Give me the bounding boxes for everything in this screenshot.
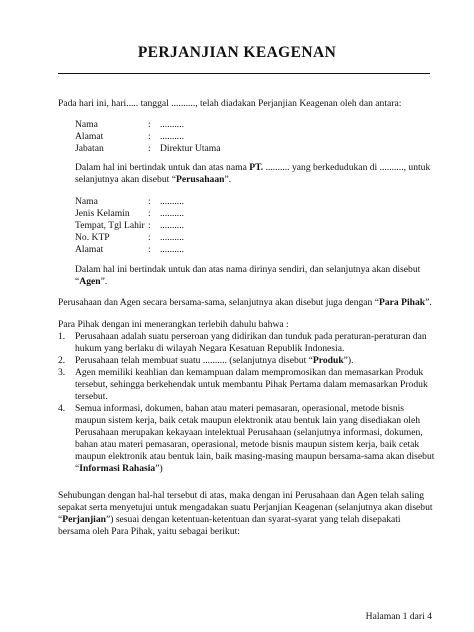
field-label: Alamat	[75, 244, 104, 255]
field-separator: :	[148, 119, 151, 130]
field-separator: :	[148, 208, 151, 219]
field-separator: :	[148, 244, 151, 255]
party1-paragraph-line1: Dalam hal ini bertindak untuk dan atas nama PT. .......... yang berkedudukan di .........., untuk	[75, 162, 431, 173]
field-separator: :	[148, 232, 151, 243]
recital-line: bahan atau materi pemasaran, operasional, metode bisnis maupun sistem kerja, baik cetak	[75, 439, 420, 450]
recital-line: Agen memiliki keahlian dan kemampuan dalam mempromosikan dan memasarkan Produk	[75, 367, 424, 378]
field-label: Nama	[75, 196, 98, 207]
field-label: Jenis Kelamin	[75, 208, 130, 219]
field-value: ..........	[160, 131, 184, 142]
recital-intro: Para Pihak dengan ini menerangkan terlebih dahulu bahwa :	[58, 319, 289, 330]
document-title: PERJANJIAN KEAGENAN	[137, 44, 337, 61]
recital-line: “Informasi Rahasia”)	[75, 463, 163, 474]
field-value: ..........	[160, 232, 184, 243]
party2-paragraph-line2: “Agen”.	[75, 276, 108, 287]
field-separator: :	[148, 143, 151, 154]
field-separator: :	[148, 196, 151, 207]
recital-line: Perusahaan telah membuat suatu .......... (selanjutnya disebut “Produk”).	[75, 355, 354, 366]
field-value: ..........	[160, 220, 184, 231]
recital-number: 2.	[58, 355, 66, 366]
recital-line: hukum yang berlaku di wilayah Negara Kesatuan Republik Indonesia.	[75, 343, 345, 354]
closing-line: “Perjanjian”) sesuai dengan ketentuan-ketentuan dan syarat-syarat yang telah disepakati	[58, 514, 401, 525]
field-value: ..........	[160, 244, 184, 255]
field-separator: :	[148, 220, 151, 231]
field-value: ..........	[160, 208, 184, 219]
recital-number: 4.	[58, 403, 66, 414]
field-label: Nama	[75, 119, 98, 130]
field-label: No. KTP	[75, 232, 110, 243]
field-value: ..........	[160, 119, 184, 130]
closing-line: bersama oleh Para Pihak, yaitu sebagai berikut:	[58, 526, 240, 537]
recital-line: Perusahaan adalah suatu perseroan yang didirikan dan tunduk pada peraturan-peraturan dan	[75, 331, 427, 342]
recital-line: Perusahaan merupakan kekayaan intelektual Perusahaan (selanjutnya informasi, dokumen,	[75, 427, 423, 438]
field-label: Jabatan	[75, 143, 104, 154]
party1-paragraph-line2: selanjutnya akan disebut “Perusahaan”.	[75, 174, 232, 185]
title-divider	[58, 73, 430, 74]
closing-line: Sehubungan dengan hal-hal tersebut di atas, maka dengan ini Perusahaan dan Agen telah saling	[58, 490, 425, 501]
field-label: Tempat, Tgl Lahir	[75, 220, 145, 231]
recital-line: tersebut, sehingga berkehendak untuk membantu Pihak Pertama dalam memasarkan Produk	[75, 379, 428, 390]
field-value: ..........	[160, 196, 184, 207]
recital-number: 1.	[58, 331, 66, 342]
recital-line: maupun sistem kerja, baik cetak maupun elektronik atau bentuk lain yang disediakan oleh	[75, 415, 421, 426]
party2-paragraph-line1: Dalam hal ini bertindak untuk dan atas nama dirinya sendiri, dan selanjutnya akan disebut	[75, 264, 421, 275]
recital-line: tersebut.	[75, 391, 108, 402]
recital-line: maupun elektronik atau bentuk lain, baik masing-masing maupun bersama-sama akan disebut	[75, 451, 435, 462]
intro-text: Pada hari ini, hari..... tanggal .........., telah diadakan Perjanjian Keagenan oleh dan antara:	[58, 98, 402, 109]
closing-line: sepakat serta menyetujui untuk mengadakan suatu Perjanjian Keagenan (selanjutnya akan disebut	[58, 502, 433, 513]
recital-line: Semua informasi, dokumen, bahan atau materi pemasaran, operasional, metode bisnis	[75, 403, 405, 414]
para-pihak-text: Perusahaan dan Agen secara bersama-sama, selanjutnya akan disebut juga dengan “Para Pihak”.	[58, 297, 432, 308]
recital-number: 3.	[58, 367, 66, 378]
field-value: Direktur Utama	[160, 143, 221, 154]
page-footer: Halaman 1 dari 4	[365, 611, 432, 622]
field-label: Alamat	[75, 131, 104, 142]
field-separator: :	[148, 131, 151, 142]
